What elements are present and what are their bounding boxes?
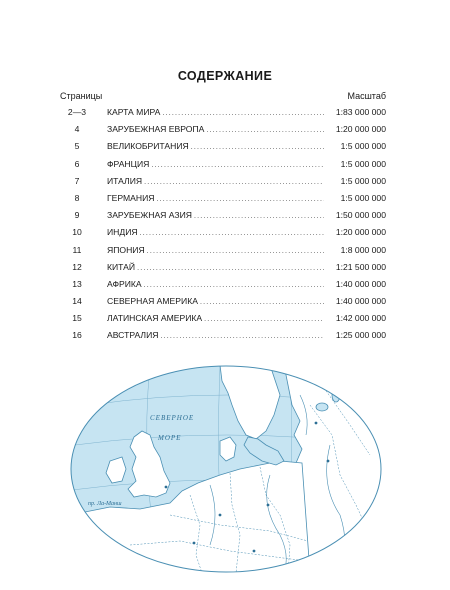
toc-entry[interactable] [60, 313, 386, 330]
toc-map-title: КИТАЙ [107, 261, 136, 272]
strait-label: пр. Ла-Манш [88, 501, 122, 507]
toc-scale-value: 1:5 000 000 [340, 175, 386, 186]
pages-column-header: Страницы [60, 91, 103, 101]
toc-page-number: 15 [72, 313, 82, 324]
toc-leader-dots [162, 110, 324, 117]
page-title: СОДЕРЖАНИЕ [177, 69, 273, 83]
toc-map-title: ЛАТИНСКАЯ АМЕРИКА [107, 313, 203, 324]
toc-page-number: 4 [74, 124, 80, 135]
toc-leader-dots [144, 179, 324, 186]
toc-map-title: ФРАНЦИЯ [107, 158, 150, 169]
toc-entry[interactable] [60, 193, 386, 210]
toc-scale-value: 1:5 000 000 [340, 158, 386, 169]
toc-entry[interactable] [60, 262, 386, 279]
toc-leader-dots [147, 248, 324, 255]
sea-label-line2: МОРЕ [158, 434, 182, 442]
toc-leader-dots [140, 230, 324, 237]
toc-map-title: ЗАРУБЕЖНАЯ АЗИЯ [107, 210, 192, 221]
toc-scale-value: 1:42 000 000 [335, 313, 386, 324]
toc-page-number: 7 [74, 175, 80, 186]
toc-leader-dots [204, 316, 324, 323]
toc-page-number: 14 [72, 296, 82, 307]
toc-map-title: ИТАЛИЯ [107, 175, 143, 186]
toc-map-title: АВСТРАЛИЯ [107, 330, 159, 341]
toc-map-title: ИНДИЯ [107, 227, 138, 238]
toc-entry[interactable] [60, 107, 386, 124]
lake-ladoga [316, 403, 328, 411]
scale-column-header: Масштаб [347, 91, 386, 101]
toc-leader-dots [157, 196, 324, 203]
toc-entry[interactable] [60, 124, 386, 141]
toc-entry[interactable] [60, 159, 386, 176]
toc-map-title: ГЕРМАНИЯ [107, 192, 155, 203]
toc-page-number: 9 [74, 210, 80, 221]
toc-entry[interactable] [60, 227, 386, 244]
toc-page-number: 8 [74, 192, 80, 203]
toc-entry[interactable] [60, 210, 386, 227]
toc-entry[interactable] [60, 296, 386, 313]
toc-leader-dots [206, 127, 324, 134]
toc-page-number: 5 [74, 141, 80, 152]
toc-leader-dots [137, 265, 324, 272]
toc-scale-value: 1:40 000 000 [335, 296, 386, 307]
toc-leader-dots [144, 282, 324, 289]
table-of-contents [60, 107, 386, 348]
toc-entry[interactable] [60, 330, 386, 347]
toc-scale-value: 1:21 500 000 [335, 261, 386, 272]
toc-scale-value: 1:40 000 000 [335, 278, 386, 289]
toc-scale-value: 1:50 000 000 [335, 210, 386, 221]
toc-page-number: 11 [72, 244, 82, 255]
sea-label-line1: СЕВЕРНОЕ [150, 414, 195, 422]
toc-leader-dots [200, 299, 324, 306]
toc-page-number: 6 [74, 158, 80, 169]
toc-map-title: АФРИКА [107, 278, 142, 289]
toc-page-number: 10 [72, 227, 82, 238]
toc-scale-value: 1:20 000 000 [335, 227, 386, 238]
toc-page-number: 16 [72, 330, 82, 341]
toc-leader-dots [151, 162, 324, 169]
toc-map-title: СЕВЕРНАЯ АМЕРИКА [107, 296, 198, 307]
toc-page-number: 13 [72, 278, 82, 289]
toc-map-title: КАРТА МИРА [107, 107, 161, 117]
europe-outline-map [70, 365, 382, 573]
toc-entry[interactable] [60, 245, 386, 262]
toc-scale-value: 1:5 000 000 [340, 141, 386, 152]
toc-scale-value: 1:25 000 000 [335, 330, 386, 341]
toc-map-title: ВЕЛИКОБРИТАНИЯ [107, 141, 189, 152]
toc-scale-value: 1:83 000 000 [335, 107, 386, 117]
toc-scale-value: 1:5 000 000 [340, 192, 386, 203]
toc-leader-dots [160, 333, 324, 340]
toc-leader-dots [191, 144, 324, 151]
toc-entry[interactable] [60, 279, 386, 296]
toc-entry[interactable] [60, 141, 386, 158]
toc-entry[interactable] [60, 176, 386, 193]
toc-scale-value: 1:8 000 000 [340, 244, 386, 255]
toc-page-number: 2—3 [67, 107, 87, 117]
toc-leader-dots [194, 213, 324, 220]
toc-scale-value: 1:20 000 000 [335, 124, 386, 135]
toc-map-title: ЯПОНИЯ [107, 244, 145, 255]
toc-page-number: 12 [72, 261, 82, 272]
toc-map-title: ЗАРУБЕЖНАЯ ЕВРОПА [107, 124, 205, 135]
